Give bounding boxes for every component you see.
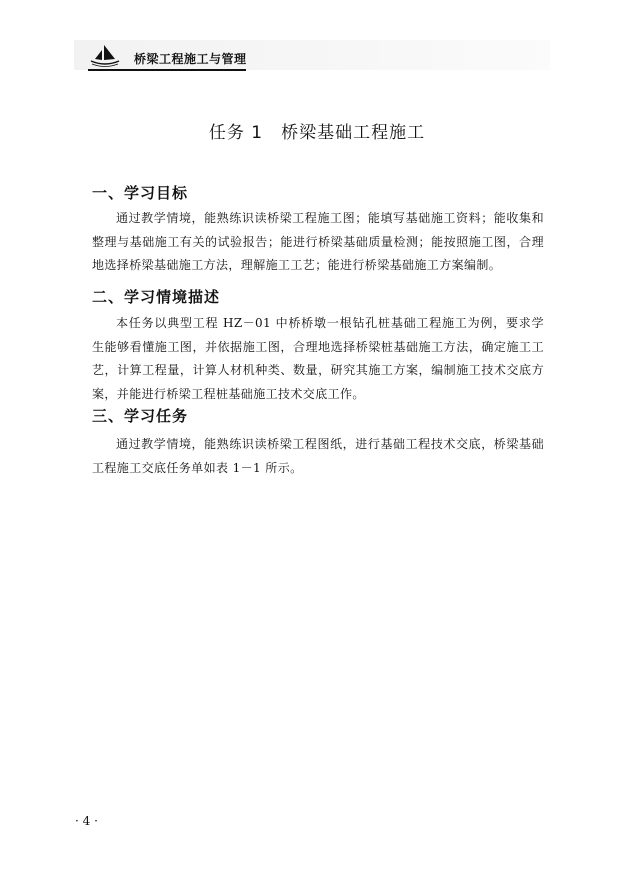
header-underline xyxy=(88,69,246,71)
page-number: · 4 · xyxy=(75,814,98,828)
section-text-scenario: 本任务以典型工程 HZ－01 中桥桥墩一根钻孔桩基础工程施工为例，要求学生能够看懂施工图，并依据施工图，合理地选择桥梁桩基础施工方法，确定施工工艺，计算工程量，计算人材机种类、数量，研究其施工方案，编制施工技术交底方案，并能进行桥梁工程桩基础施工技术交底工作。 xyxy=(92,316,544,401)
section-text-learning-goals: 通过教学情境，能熟练识读桥梁工程施工图；能填写基础施工资料；能收集和整理与基础施工有关的试验报告；能进行桥梁基础质量检测；能按照施工图，合理地选择桥梁基础施工方法，理解施工工艺；能进行桥梁基础施工方案编制。 xyxy=(92,211,544,272)
header-book-title: 桥梁工程施工与管理 xyxy=(134,52,247,66)
section-heading-scenario: 二、学习情境描述 xyxy=(92,288,221,306)
section-heading-learning-tasks: 三、学习任务 xyxy=(92,407,189,425)
ship-logo-icon xyxy=(88,42,122,68)
task-title: 任务 1 桥梁基础工程施工 xyxy=(208,123,426,143)
section-heading-learning-goals: 一、学习目标 xyxy=(92,184,189,202)
section-text-learning-tasks: 通过教学情境，能熟练识读桥梁工程图纸，进行基础工程技术交底，桥梁基础工程施工交底任务单如表 1－1 所示。 xyxy=(92,437,544,475)
